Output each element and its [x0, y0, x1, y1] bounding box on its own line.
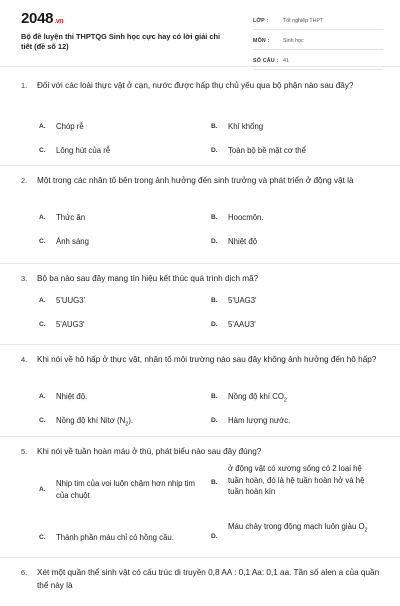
option-letter: C. [39, 534, 46, 541]
option-letter: C. [39, 321, 46, 328]
option-letter: A. [39, 297, 46, 304]
question-text: Xét một quần thể sinh vật có cấu trúc di truyền 0,8 AA : 0,1 Aa: 0,1 aa. Tần số alen a của quần thể này là [37, 568, 380, 590]
logo-tld: .vn [54, 18, 64, 25]
option-text: Ánh sáng [56, 237, 89, 246]
option-letter: A. [39, 123, 46, 130]
question-5 [0, 436, 400, 557]
option-text [228, 391, 287, 407]
meta-row-subject [253, 34, 383, 50]
exam-meta [253, 14, 383, 74]
option-text: Thức ăn [56, 213, 86, 222]
logo-text: 2048 [21, 10, 54, 27]
option-letter: D. [211, 533, 218, 540]
option-text: Thành phần máu chỉ có hồng cầu. [56, 533, 174, 542]
option-text: Khí khổng [228, 122, 264, 131]
question-text: Một trong các nhân tố bên trong ảnh hưởng đến sinh trưởng và phát triển ở động vật là [37, 176, 354, 185]
meta-value: Tốt nghiệp THPT [283, 18, 324, 24]
question-text: Bộ ba nào sau đây mang tín hiệu kết thúc quá trình dịch mã? [37, 274, 259, 283]
subscript: 2 [364, 527, 368, 534]
page-header [0, 0, 400, 66]
option-text [228, 521, 368, 537]
option-d[interactable] [211, 521, 381, 549]
option-letter: C. [39, 147, 46, 154]
option-text: Nhiệt độ [228, 237, 258, 246]
option-text: 5'UAG3' [228, 296, 257, 305]
option-letter: A. [39, 393, 46, 400]
option-letter: B. [211, 479, 218, 486]
document-title: Bộ đề luyện thi THPTQG Sinh học cực hay có lời giải chi tiết (đề số 12) [21, 32, 221, 51]
question-text: Khi nói về tuần hoàn máu ở thú, phát biểu nào sau đây đúng? [37, 447, 262, 456]
option-text: Toàn bộ bề mặt cơ thể [228, 146, 306, 155]
question-number: 2. [21, 176, 28, 185]
meta-label: MÔN : [253, 38, 270, 44]
option-letter: B. [211, 393, 218, 400]
question-6 [0, 557, 400, 606]
option-letter: B. [211, 214, 218, 221]
question-number: 6. [21, 568, 28, 577]
option-letter: B. [211, 297, 218, 304]
option-a[interactable] [39, 476, 209, 512]
option-b[interactable] [211, 463, 381, 503]
option-letter: A. [39, 214, 46, 221]
option-letter: D. [211, 417, 218, 424]
option-letter: B. [211, 123, 218, 130]
meta-value: Sinh học [283, 38, 304, 44]
question-1 [0, 66, 400, 165]
question-list [0, 66, 400, 606]
subscript: 2 [125, 421, 129, 428]
option-text [56, 415, 133, 431]
question-3 [0, 263, 400, 344]
option-text: Nhiệt độ. [56, 392, 88, 401]
option-text: 5'AUG3' [56, 320, 85, 329]
question-number: 3. [21, 274, 28, 283]
meta-value: 41 [283, 58, 289, 64]
option-text-tail: ). [128, 416, 134, 425]
question-text: Khi nói về hô hấp ở thực vật, nhân tố môi trường nào sau đây không ảnh hưởng đến hô hấp? [37, 355, 377, 364]
question-text: Đối với các loài thực vật ở cạn, nước được hấp thụ chủ yếu qua bộ phận nào sau đây? [37, 81, 354, 90]
option-letter: D. [211, 147, 218, 154]
option-text: 5'UUG3' [56, 296, 85, 305]
site-logo[interactable] [21, 10, 63, 27]
option-letter: D. [211, 321, 218, 328]
option-text: Lông hút của rễ [56, 146, 111, 155]
meta-label: LỚP : [253, 18, 269, 24]
question-number: 4. [21, 355, 28, 364]
meta-label: SỐ CÂU : [253, 58, 279, 64]
question-number: 5. [21, 447, 28, 456]
option-text-main: Máu chảy trong động mạch luôn giàu O [228, 522, 365, 531]
question-4 [0, 344, 400, 436]
option-text: ở động vật có xương sống có 2 loại hệ tuần hoàn, đó là hệ tuần hoàn hở và hệ tuần hoàn kín [228, 464, 365, 496]
option-letter: C. [39, 238, 46, 245]
option-letter: C. [39, 417, 46, 424]
option-letter: D. [211, 238, 218, 245]
question-2 [0, 165, 400, 263]
option-text-main: Nồng độ khí CO [228, 392, 284, 401]
question-number: 1. [21, 81, 28, 90]
meta-row-class [253, 14, 383, 30]
subscript: 2 [283, 397, 287, 404]
option-text-main: Nồng độ khí Nitơ (N [56, 416, 126, 425]
option-text: Hàm lượng nước. [228, 416, 291, 425]
option-text: Chóp rễ [56, 122, 84, 131]
option-text: Hoocmôn. [228, 213, 264, 222]
option-text: Nhịp tim của voi luôn chậm hơn nhịp tim của chuột [56, 479, 196, 500]
option-text: 5'AAU3' [228, 320, 256, 329]
option-letter: A. [39, 486, 46, 493]
